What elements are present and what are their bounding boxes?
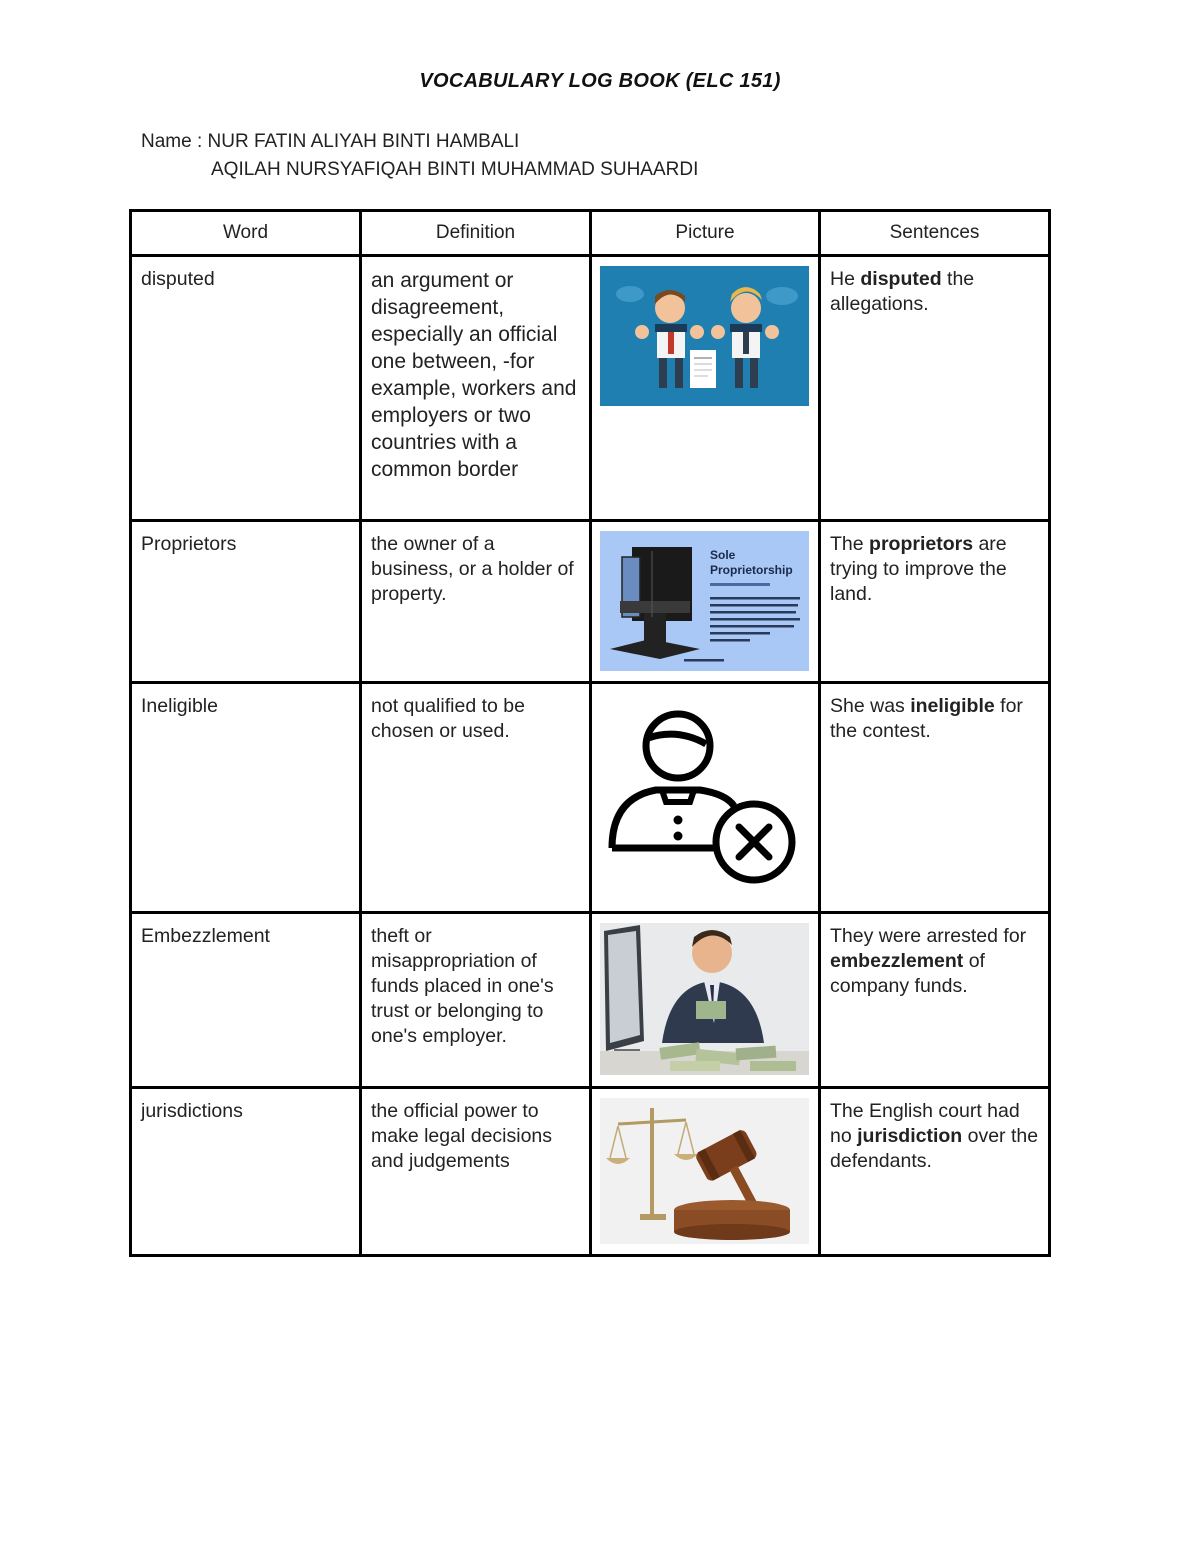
sentence-keyword: proprietors — [869, 533, 974, 555]
definition-text: theft or misappropriation of funds placed in one's trust or belonging to one's employer. — [371, 925, 554, 1047]
student-name-1: NUR FATIN ALIYAH BINTI HAMBALI — [207, 131, 520, 152]
definition-text: an argument or disagreement, especially an official one between, -for example, workers and employers or two countries with a common border — [371, 269, 577, 481]
sentence-keyword: jurisdiction — [857, 1125, 963, 1147]
sentence-part: the allegations. — [830, 268, 975, 315]
sentence-cell — [820, 1088, 1050, 1256]
table-row — [131, 683, 1050, 913]
table-row — [131, 256, 1050, 521]
word-cell — [131, 521, 361, 683]
word-cell — [131, 683, 361, 913]
student-name-2: AQILAH NURSYAFIQAH BINTI MUHAMMAD SUHAARDI — [211, 159, 699, 180]
document-title: VOCABULARY LOG BOOK (ELC 151) — [419, 70, 781, 92]
sentence-part: She was — [830, 695, 911, 717]
table-row — [131, 1088, 1050, 1256]
header-word: Word — [131, 211, 361, 256]
sentence-part: are trying to improve the land. — [830, 533, 1007, 605]
definition-cell — [361, 1088, 591, 1256]
word-text: jurisdictions — [141, 1100, 243, 1122]
man-with-money-photo — [600, 923, 809, 1075]
proprietorship-heading: Proprietorship — [710, 563, 793, 577]
sentence-part: The English court had no — [830, 1100, 1020, 1147]
word-text: Ineligible — [141, 695, 218, 717]
definition-text: the owner of a business, or a holder of property. — [371, 533, 574, 605]
arguing-businessmen-illustration — [600, 266, 809, 406]
sentence-cell — [820, 683, 1050, 913]
picture-cell — [591, 256, 820, 521]
word-text: Embezzlement — [141, 925, 270, 947]
word-cell — [131, 1088, 361, 1256]
sentence-cell — [820, 913, 1050, 1088]
sentence-text — [821, 684, 1048, 750]
sentence-text — [821, 914, 1048, 1005]
name-row-1 — [141, 128, 698, 156]
sentence-part: He — [830, 268, 861, 290]
header-definition: Definition — [361, 211, 591, 256]
sentence-part: of company funds. — [830, 950, 985, 997]
definition-text: the official power to make legal decisions and judgements — [371, 1100, 553, 1172]
header-sentences: Sentences — [820, 211, 1050, 256]
name-row-2 — [141, 156, 698, 184]
sentence-cell — [820, 256, 1050, 521]
table-row — [131, 521, 1050, 683]
sentence-text — [821, 257, 1048, 323]
definition-cell — [361, 521, 591, 683]
sentence-keyword: embezzlement — [830, 950, 964, 972]
user-remove-icon — [606, 698, 802, 888]
gavel-scales-photo — [600, 1098, 809, 1244]
sole-proprietorship-graphic — [600, 531, 809, 671]
picture-cell — [591, 683, 820, 913]
name-label: Name : — [141, 131, 208, 152]
table-row — [131, 913, 1050, 1088]
table-header-row — [131, 211, 1050, 256]
header-picture: Picture — [591, 211, 820, 256]
word-cell — [131, 256, 361, 521]
sentence-part: The — [830, 533, 870, 555]
sentence-text — [821, 522, 1048, 613]
word-cell — [131, 913, 361, 1088]
picture-cell — [591, 913, 820, 1088]
student-names — [141, 128, 698, 184]
definition-cell — [361, 913, 591, 1088]
word-text: Proprietors — [141, 533, 237, 555]
sentence-cell — [820, 521, 1050, 683]
sole-heading: Sole — [710, 548, 736, 562]
sentence-part: over the defendants. — [830, 1125, 1039, 1172]
sentence-part: They were arrested for — [830, 925, 1027, 947]
vocabulary-table — [129, 209, 1051, 1257]
picture-cell — [591, 521, 820, 683]
sentence-part: for the contest. — [830, 695, 1023, 742]
sentence-keyword: disputed — [860, 268, 942, 290]
word-text: disputed — [141, 268, 215, 290]
sentence-keyword: ineligible — [910, 695, 995, 717]
definition-cell — [361, 683, 591, 913]
definition-text: not qualified to be chosen or used. — [371, 695, 525, 742]
picture-cell — [591, 1088, 820, 1256]
definition-cell — [361, 256, 591, 521]
sentence-text — [821, 1089, 1048, 1180]
